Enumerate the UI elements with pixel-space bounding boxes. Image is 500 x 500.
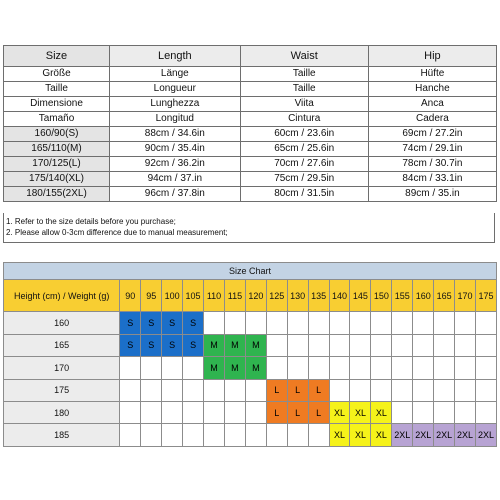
weight-header-cell: 120 bbox=[245, 280, 266, 312]
size-cell: M bbox=[245, 334, 266, 356]
size-cell: 2XL bbox=[413, 424, 434, 447]
size-chart-weight-header bbox=[4, 280, 497, 312]
size-cell bbox=[476, 312, 497, 334]
size-chart-table bbox=[3, 262, 497, 447]
weight-header-cell: 110 bbox=[204, 280, 225, 312]
size-cell bbox=[245, 402, 266, 424]
note-line: 2. Please allow 0-3cm difference due to manual measurement; bbox=[6, 228, 228, 237]
hip-value: 89cm / 35.in bbox=[368, 187, 496, 202]
size-chart-row bbox=[4, 312, 497, 334]
size-cell bbox=[120, 357, 141, 379]
lang-cell: Viita bbox=[240, 97, 368, 112]
size-cell bbox=[329, 312, 350, 334]
size-cell: 2XL bbox=[455, 424, 476, 447]
size-cell bbox=[455, 402, 476, 424]
language-row-italian bbox=[4, 97, 497, 112]
size-cell bbox=[287, 334, 308, 356]
header-waist: Waist bbox=[240, 46, 368, 67]
lang-cell: Hanche bbox=[368, 82, 496, 97]
size-cell: L bbox=[287, 379, 308, 401]
size-cell bbox=[371, 379, 392, 401]
weight-header-cell: 175 bbox=[476, 280, 497, 312]
size-cell bbox=[120, 424, 141, 447]
size-cell: S bbox=[120, 312, 141, 334]
waist-value: 60cm / 23.6in bbox=[240, 127, 368, 142]
size-cell: S bbox=[183, 334, 204, 356]
weight-header-cell: 125 bbox=[266, 280, 287, 312]
size-cell bbox=[224, 424, 245, 447]
size-cell bbox=[120, 379, 141, 401]
size-cell: L bbox=[266, 402, 287, 424]
size-cell: L bbox=[287, 402, 308, 424]
weight-header-cell: 160 bbox=[413, 280, 434, 312]
lang-cell: Longitud bbox=[109, 112, 240, 127]
weight-header-cell: 135 bbox=[308, 280, 329, 312]
size-cell bbox=[308, 334, 329, 356]
hip-value: 78cm / 30.7in bbox=[368, 157, 496, 172]
language-row-french bbox=[4, 82, 497, 97]
size-cell bbox=[224, 379, 245, 401]
size-cell: XL bbox=[371, 402, 392, 424]
size-cell bbox=[434, 312, 455, 334]
length-value: 96cm / 37.8in bbox=[109, 187, 240, 202]
size-chart-row bbox=[4, 379, 497, 401]
size-cell: L bbox=[266, 379, 287, 401]
size-row-m bbox=[4, 142, 497, 157]
size-cell bbox=[350, 312, 371, 334]
size-cell bbox=[371, 312, 392, 334]
size-chart-title: Size Chart bbox=[4, 263, 497, 280]
size-cell bbox=[392, 357, 413, 379]
size-cell bbox=[141, 357, 162, 379]
size-cell: M bbox=[224, 334, 245, 356]
size-label: 165/110(M) bbox=[4, 142, 110, 157]
size-cell bbox=[204, 424, 225, 447]
size-cell bbox=[141, 402, 162, 424]
size-cell: S bbox=[141, 312, 162, 334]
size-cell: S bbox=[162, 312, 183, 334]
size-cell bbox=[455, 312, 476, 334]
size-row-s bbox=[4, 127, 497, 142]
lang-cell: Longueur bbox=[109, 82, 240, 97]
size-cell bbox=[455, 334, 476, 356]
size-label: 180/155(2XL) bbox=[4, 187, 110, 202]
size-chart-row bbox=[4, 402, 497, 424]
size-cell bbox=[224, 402, 245, 424]
size-cell: XL bbox=[329, 402, 350, 424]
header-length: Length bbox=[109, 46, 240, 67]
language-row-german bbox=[4, 67, 497, 82]
size-cell bbox=[413, 379, 434, 401]
lang-cell: Taille bbox=[240, 82, 368, 97]
height-label: 170 bbox=[4, 357, 120, 379]
size-cell bbox=[392, 402, 413, 424]
size-cell: S bbox=[162, 334, 183, 356]
size-cell bbox=[266, 357, 287, 379]
size-cell: 2XL bbox=[392, 424, 413, 447]
lang-cell: Taille bbox=[240, 67, 368, 82]
weight-header-cell: 90 bbox=[120, 280, 141, 312]
size-cell bbox=[183, 357, 204, 379]
size-cell bbox=[141, 379, 162, 401]
size-cell: S bbox=[141, 334, 162, 356]
size-cell bbox=[183, 424, 204, 447]
size-cell bbox=[329, 379, 350, 401]
size-cell bbox=[120, 402, 141, 424]
lang-cell: Anca bbox=[368, 97, 496, 112]
height-weight-label: Height (cm) / Weight (g) bbox=[4, 280, 120, 312]
weight-header-cell: 165 bbox=[434, 280, 455, 312]
waist-value: 65cm / 25.6in bbox=[240, 142, 368, 157]
hip-value: 69cm / 27.2in bbox=[368, 127, 496, 142]
lang-cell: Cintura bbox=[240, 112, 368, 127]
size-row-2xl bbox=[4, 187, 497, 202]
size-cell bbox=[392, 379, 413, 401]
size-row-xl bbox=[4, 172, 497, 187]
hip-value: 84cm / 33.1in bbox=[368, 172, 496, 187]
size-cell bbox=[162, 424, 183, 447]
size-cell bbox=[476, 357, 497, 379]
size-cell bbox=[350, 334, 371, 356]
size-cell bbox=[413, 402, 434, 424]
size-cell bbox=[204, 402, 225, 424]
size-cell bbox=[245, 424, 266, 447]
size-cell bbox=[455, 357, 476, 379]
size-cell bbox=[350, 357, 371, 379]
length-value: 90cm / 35.4in bbox=[109, 142, 240, 157]
size-cell bbox=[204, 379, 225, 401]
height-label: 175 bbox=[4, 379, 120, 401]
length-value: 88cm / 34.6in bbox=[109, 127, 240, 142]
size-cell bbox=[434, 334, 455, 356]
size-cell bbox=[476, 379, 497, 401]
size-cell bbox=[224, 312, 245, 334]
lang-cell: Hüfte bbox=[368, 67, 496, 82]
size-cell bbox=[141, 424, 162, 447]
size-cell: M bbox=[224, 357, 245, 379]
size-cell: XL bbox=[371, 424, 392, 447]
waist-value: 75cm / 29.5in bbox=[240, 172, 368, 187]
size-chart-row bbox=[4, 334, 497, 356]
size-cell bbox=[434, 402, 455, 424]
height-label: 180 bbox=[4, 402, 120, 424]
lang-cell: Dimensione bbox=[4, 97, 110, 112]
lang-cell: Taille bbox=[4, 82, 110, 97]
size-cell: 2XL bbox=[476, 424, 497, 447]
size-cell: 2XL bbox=[434, 424, 455, 447]
height-label: 160 bbox=[4, 312, 120, 334]
size-cell: M bbox=[204, 334, 225, 356]
size-cell bbox=[266, 312, 287, 334]
size-cell bbox=[329, 334, 350, 356]
size-label: 175/140(XL) bbox=[4, 172, 110, 187]
size-cell: S bbox=[183, 312, 204, 334]
size-chart-row bbox=[4, 424, 497, 447]
size-cell: L bbox=[308, 379, 329, 401]
size-cell bbox=[455, 379, 476, 401]
weight-header-cell: 100 bbox=[162, 280, 183, 312]
size-cell: XL bbox=[329, 424, 350, 447]
size-cell bbox=[308, 357, 329, 379]
height-label: 165 bbox=[4, 334, 120, 356]
size-cell bbox=[476, 334, 497, 356]
size-cell bbox=[245, 379, 266, 401]
weight-header-cell: 140 bbox=[329, 280, 350, 312]
size-cell: M bbox=[204, 357, 225, 379]
size-cell bbox=[371, 334, 392, 356]
size-label: 160/90(S) bbox=[4, 127, 110, 142]
weight-header-cell: 155 bbox=[392, 280, 413, 312]
size-cell bbox=[162, 379, 183, 401]
size-cell: L bbox=[308, 402, 329, 424]
length-value: 92cm / 36.2in bbox=[109, 157, 240, 172]
measurement-notes bbox=[3, 213, 495, 243]
size-cell bbox=[371, 357, 392, 379]
weight-header-cell: 145 bbox=[350, 280, 371, 312]
size-cell bbox=[162, 357, 183, 379]
size-chart-title-row bbox=[4, 263, 497, 280]
size-cell bbox=[266, 424, 287, 447]
weight-header-cell: 95 bbox=[141, 280, 162, 312]
size-cell: M bbox=[245, 357, 266, 379]
language-row-spanish bbox=[4, 112, 497, 127]
weight-header-cell: 115 bbox=[224, 280, 245, 312]
size-cell bbox=[413, 357, 434, 379]
size-cell bbox=[162, 402, 183, 424]
height-label: 185 bbox=[4, 424, 120, 447]
size-cell bbox=[183, 402, 204, 424]
size-cell bbox=[245, 312, 266, 334]
size-cell bbox=[329, 357, 350, 379]
size-cell bbox=[392, 312, 413, 334]
size-cell bbox=[434, 357, 455, 379]
size-row-l bbox=[4, 157, 497, 172]
size-cell bbox=[434, 379, 455, 401]
weight-header-cell: 130 bbox=[287, 280, 308, 312]
header-hip: Hip bbox=[368, 46, 496, 67]
waist-value: 80cm / 31.5in bbox=[240, 187, 368, 202]
length-value: 94cm / 37.in bbox=[109, 172, 240, 187]
size-cell bbox=[308, 312, 329, 334]
size-cell bbox=[392, 334, 413, 356]
measurement-table bbox=[3, 45, 497, 202]
hip-value: 74cm / 29.1in bbox=[368, 142, 496, 157]
size-cell bbox=[308, 424, 329, 447]
lang-cell: Lunghezza bbox=[109, 97, 240, 112]
lang-cell: Größe bbox=[4, 67, 110, 82]
size-cell bbox=[287, 312, 308, 334]
weight-header-cell: 105 bbox=[183, 280, 204, 312]
size-cell: XL bbox=[350, 402, 371, 424]
size-cell: XL bbox=[350, 424, 371, 447]
size-cell bbox=[350, 379, 371, 401]
size-label: 170/125(L) bbox=[4, 157, 110, 172]
size-cell bbox=[476, 402, 497, 424]
size-cell bbox=[287, 357, 308, 379]
header-size: Size bbox=[4, 46, 110, 67]
size-cell bbox=[413, 334, 434, 356]
measurement-header-row bbox=[4, 46, 497, 67]
lang-cell: Cadera bbox=[368, 112, 496, 127]
size-chart-row bbox=[4, 357, 497, 379]
waist-value: 70cm / 27.6in bbox=[240, 157, 368, 172]
weight-header-cell: 150 bbox=[371, 280, 392, 312]
size-cell bbox=[287, 424, 308, 447]
lang-cell: Länge bbox=[109, 67, 240, 82]
note-line: 1. Refer to the size details before you purchase; bbox=[6, 217, 176, 226]
size-cell bbox=[204, 312, 225, 334]
size-cell bbox=[413, 312, 434, 334]
weight-header-cell: 170 bbox=[455, 280, 476, 312]
size-cell: S bbox=[120, 334, 141, 356]
size-cell bbox=[183, 379, 204, 401]
size-cell bbox=[266, 334, 287, 356]
lang-cell: Tamaño bbox=[4, 112, 110, 127]
